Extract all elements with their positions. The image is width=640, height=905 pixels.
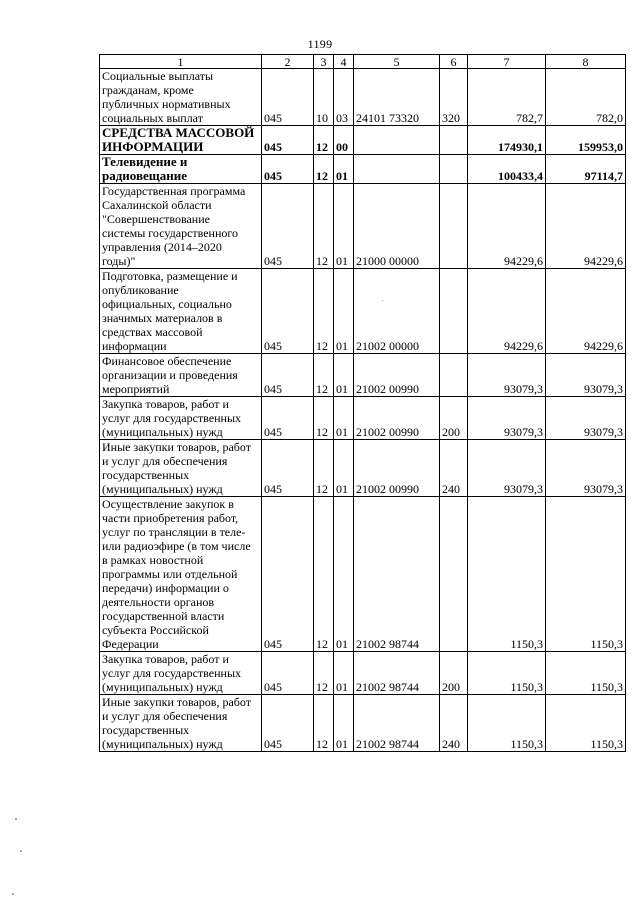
cell-col3: 12 [314, 440, 334, 497]
table-row [100, 155, 626, 184]
cell-col5: 21002 98744 [354, 497, 440, 652]
cell-col2: 045 [262, 155, 314, 184]
cell-col4: 03 [334, 69, 354, 126]
table-row [100, 497, 626, 652]
header-cell: 1 [100, 55, 262, 69]
row-name: Закупка товаров, работ и услуг для государственных (муниципальных) нужд [102, 397, 242, 439]
cell-col3: 12 [314, 652, 334, 695]
cell-col8: 94229,6 [546, 269, 626, 354]
table-row [100, 652, 626, 695]
cell-col4: 01 [334, 497, 354, 652]
cell-col6 [440, 126, 468, 155]
cell-col4: 00 [334, 126, 354, 155]
row-name-cell [100, 184, 262, 269]
table-row [100, 440, 626, 497]
cell-col8: 1150,3 [546, 652, 626, 695]
cell-col7: 93079,3 [468, 397, 546, 440]
cell-col5: 21002 00990 [354, 440, 440, 497]
cell-col2: 045 [262, 269, 314, 354]
cell-col5: 21002 98744 [354, 652, 440, 695]
cell-col7: 93079,3 [468, 354, 546, 397]
cell-col6 [440, 497, 468, 652]
cell-col3: 10 [314, 69, 334, 126]
cell-col4: 01 [334, 184, 354, 269]
row-name: Подготовка, размещение и опубликование официальных, социально значимых материалов в средствах массовой информации [102, 269, 238, 353]
cell-col7: 94229,6 [468, 269, 546, 354]
table-row [100, 695, 626, 752]
cell-col8: 93079,3 [546, 354, 626, 397]
cell-col6 [440, 184, 468, 269]
row-name-cell [100, 354, 262, 397]
cell-col3: 12 [314, 126, 334, 155]
cell-col4: 01 [334, 155, 354, 184]
cell-col6: 320 [440, 69, 468, 126]
row-name: Закупка товаров, работ и услуг для государственных (муниципальных) нужд [102, 652, 242, 694]
cell-col8: 97114,7 [546, 155, 626, 184]
cell-col3: 12 [314, 397, 334, 440]
cell-col5: 24101 73320 [354, 69, 440, 126]
table-row [100, 69, 626, 126]
cell-col3: 12 [314, 695, 334, 752]
header-cell: 6 [440, 55, 468, 69]
table-header-row [100, 55, 626, 69]
header-cell: 8 [546, 55, 626, 69]
scan-speck [382, 300, 383, 301]
row-name-cell [100, 155, 262, 184]
header-cell: 5 [354, 55, 440, 69]
row-name-cell [100, 397, 262, 440]
cell-col2: 045 [262, 652, 314, 695]
cell-col8: 1150,3 [546, 497, 626, 652]
cell-col7: 94229,6 [468, 184, 546, 269]
cell-col5: 21002 00000 [354, 269, 440, 354]
cell-col6: 240 [440, 440, 468, 497]
cell-col2: 045 [262, 497, 314, 652]
scan-speck [12, 893, 14, 895]
cell-col7: 782,7 [468, 69, 546, 126]
cell-col8: 94229,6 [546, 184, 626, 269]
cell-col3: 12 [314, 354, 334, 397]
table-row [100, 397, 626, 440]
cell-col6: 200 [440, 652, 468, 695]
row-name-cell [100, 652, 262, 695]
cell-col6 [440, 269, 468, 354]
cell-col6: 240 [440, 695, 468, 752]
cell-col7: 100433,4 [468, 155, 546, 184]
cell-col7: 1150,3 [468, 695, 546, 752]
table-row [100, 126, 626, 155]
cell-col5: 21000 00000 [354, 184, 440, 269]
row-name: Иные закупки товаров, работ и услуг для обеспечения государственных (муниципальных) нужд [102, 440, 251, 496]
cell-col2: 045 [262, 126, 314, 155]
row-name: Финансовое обеспечение организации и проведения мероприятий [102, 354, 238, 396]
header-cell: 3 [314, 55, 334, 69]
page-number: 1199 [307, 37, 333, 51]
row-name: Социальные выплаты гражданам, кроме публичных нормативных социальных выплат [102, 69, 231, 125]
cell-col3: 12 [314, 155, 334, 184]
header-cell: 4 [334, 55, 354, 69]
table-row [100, 184, 626, 269]
cell-col2: 045 [262, 397, 314, 440]
row-name-cell [100, 126, 262, 155]
cell-col3: 12 [314, 184, 334, 269]
budget-table [99, 54, 626, 752]
scan-speck [20, 850, 22, 852]
cell-col8: 93079,3 [546, 440, 626, 497]
cell-col2: 045 [262, 440, 314, 497]
cell-col4: 01 [334, 269, 354, 354]
cell-col7: 1150,3 [468, 652, 546, 695]
cell-col7: 1150,3 [468, 497, 546, 652]
row-name: Телевидение и радиовещание [102, 154, 188, 183]
table-row [100, 354, 626, 397]
cell-col8: 159953,0 [546, 126, 626, 155]
cell-col6 [440, 155, 468, 184]
cell-col2: 045 [262, 184, 314, 269]
row-name-cell [100, 269, 262, 354]
cell-col2: 045 [262, 69, 314, 126]
cell-col5: 21002 00990 [354, 397, 440, 440]
cell-col3: 12 [314, 497, 334, 652]
row-name: СРЕДСТВА МАССОВОЙ ИНФОРМАЦИИ [102, 125, 255, 154]
scan-speck [15, 818, 17, 820]
row-name-cell [100, 440, 262, 497]
table-body [100, 55, 626, 752]
header-cell: 7 [468, 55, 546, 69]
cell-col5: 21002 00990 [354, 354, 440, 397]
cell-col8: 93079,3 [546, 397, 626, 440]
cell-col3: 12 [314, 269, 334, 354]
cell-col4: 01 [334, 397, 354, 440]
row-name: Иные закупки товаров, работ и услуг для обеспечения государственных (муниципальных) нужд [102, 695, 251, 751]
cell-col8: 782,0 [546, 69, 626, 126]
cell-col4: 01 [334, 440, 354, 497]
row-name-cell [100, 69, 262, 126]
cell-col4: 01 [334, 652, 354, 695]
row-name: Осуществление закупок в части приобретения работ, услуг по трансляции в теле- или радиоэфире (в том числе в рамках новостной программы или отдельной передачи) информации о деятельности органов государственной власти субъекта Российской Федерации [102, 497, 251, 651]
cell-col2: 045 [262, 695, 314, 752]
cell-col5: 21002 98744 [354, 695, 440, 752]
cell-col7: 174930,1 [468, 126, 546, 155]
header-cell: 2 [262, 55, 314, 69]
cell-col7: 93079,3 [468, 440, 546, 497]
cell-col8: 1150,3 [546, 695, 626, 752]
row-name: Государственная программа Сахалинской области "Совершенствование системы государственного управления (2014–2020 годы)" [102, 184, 246, 268]
cell-col4: 01 [334, 695, 354, 752]
cell-col6 [440, 354, 468, 397]
cell-col2: 045 [262, 354, 314, 397]
row-name-cell [100, 695, 262, 752]
row-name-cell [100, 497, 262, 652]
table-row [100, 269, 626, 354]
cell-col6: 200 [440, 397, 468, 440]
cell-col4: 01 [334, 354, 354, 397]
cell-col5 [354, 155, 440, 184]
cell-col5 [354, 126, 440, 155]
